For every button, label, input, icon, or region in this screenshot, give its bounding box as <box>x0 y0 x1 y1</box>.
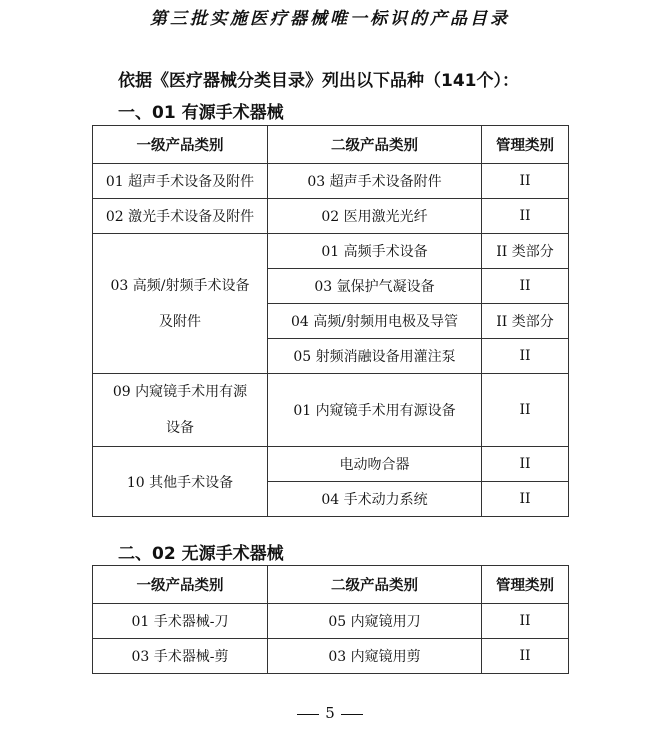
class-cell: II <box>482 269 569 304</box>
column-header-level2: 二级产品类别 <box>268 566 482 604</box>
class-cell: II <box>482 447 569 482</box>
section-2-heading: 二、02 无源手术器械 <box>118 544 284 564</box>
class-cell: II <box>482 374 569 447</box>
level2-cell: 01 高频手术设备 <box>268 234 482 269</box>
page-number <box>0 704 660 722</box>
class-cell: II <box>482 339 569 374</box>
level2-cell: 04 高频/射频用电极及导管 <box>268 304 482 339</box>
class-cell: II 类部分 <box>482 234 569 269</box>
intro-text: 依据《医疗器械分类目录》列出以下品种（141个）： <box>118 71 519 91</box>
class-cell: II <box>482 604 569 639</box>
level1-cell-line: 及附件 <box>159 313 201 330</box>
table-row <box>93 639 569 674</box>
table-row <box>93 604 569 639</box>
page-number-dash-left <box>297 714 319 715</box>
column-header-level1: 一级产品类别 <box>93 566 268 604</box>
level1-cell-line: 设备 <box>166 420 194 436</box>
section-1-heading: 一、01 有源手术器械 <box>118 103 284 123</box>
page-number-value: 5 <box>325 704 335 722</box>
level2-cell: 02 医用激光光纤 <box>268 199 482 234</box>
page-number-dash-right <box>341 714 363 715</box>
document-header-title: 第三批实施医疗器械唯一标识的产品目录 <box>150 9 510 29</box>
class-cell: II <box>482 482 569 517</box>
level1-cell <box>93 374 268 447</box>
level2-cell: 05 射频消融设备用灌注泵 <box>268 339 482 374</box>
column-header-class: 管理类别 <box>482 126 569 164</box>
class-cell: II <box>482 199 569 234</box>
level1-cell: 01 手术器械-刀 <box>93 604 268 639</box>
section-2-table <box>92 565 569 674</box>
level1-cell: 10 其他手术设备 <box>93 447 268 517</box>
table-row <box>93 447 569 482</box>
level1-cell: 03 手术器械-剪 <box>93 639 268 674</box>
table-row <box>93 374 569 447</box>
level2-cell: 03 氩保护气凝设备 <box>268 269 482 304</box>
level2-cell: 电动吻合器 <box>268 447 482 482</box>
section-1-table <box>92 125 569 517</box>
column-header-class: 管理类别 <box>482 566 569 604</box>
table-row <box>93 199 569 234</box>
table-row <box>93 234 569 269</box>
table-header-row <box>93 566 569 604</box>
level1-cell-line: 09 内窥镜手术用有源 <box>112 384 248 400</box>
table-header-row <box>93 126 569 164</box>
class-cell: II <box>482 164 569 199</box>
level1-cell: 01 超声手术设备及附件 <box>93 164 268 199</box>
table-row <box>93 164 569 199</box>
level2-cell: 01 内窥镜手术用有源设备 <box>268 374 482 447</box>
class-cell: II 类部分 <box>482 304 569 339</box>
level1-cell: 02 激光手术设备及附件 <box>93 199 268 234</box>
class-cell: II <box>482 639 569 674</box>
level2-cell: 05 内窥镜用刀 <box>268 604 482 639</box>
column-header-level1: 一级产品类别 <box>93 126 268 164</box>
level1-cell-line: 03 高频/射频手术设备 <box>110 277 250 294</box>
column-header-level2: 二级产品类别 <box>268 126 482 164</box>
level1-cell <box>93 234 268 374</box>
level2-cell: 03 超声手术设备附件 <box>268 164 482 199</box>
level2-cell: 04 手术动力系统 <box>268 482 482 517</box>
level2-cell: 03 内窥镜用剪 <box>268 639 482 674</box>
